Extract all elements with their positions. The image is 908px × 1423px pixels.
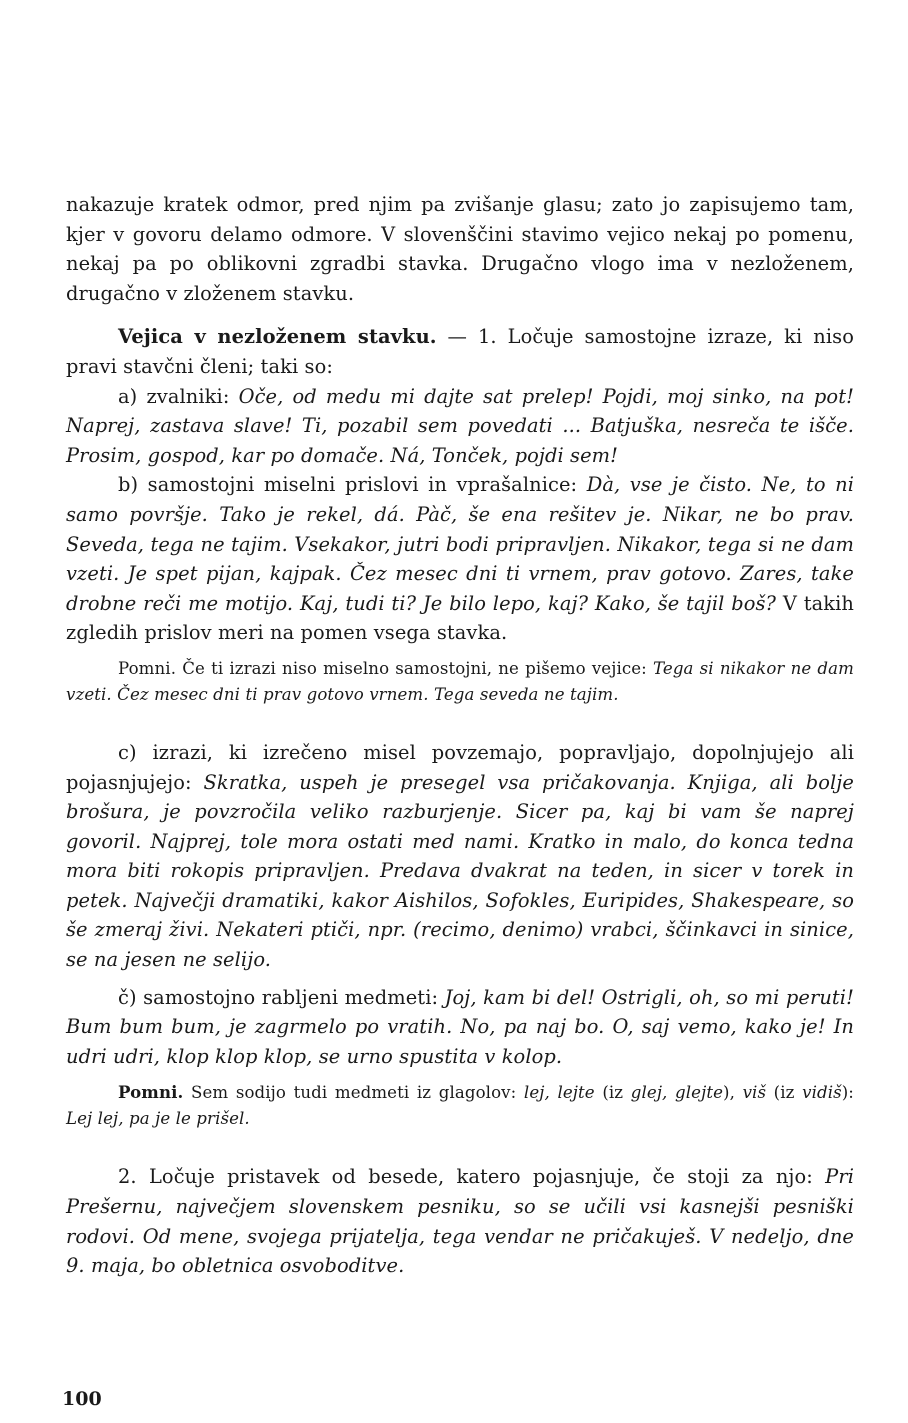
item-b-adverbs [66, 470, 854, 648]
note-2-example: glej, glejte [630, 1083, 724, 1103]
note-1-examples: Tega si nikakor ne dam vzeti. Čez mesec dni ti prav gotovo vrnem. Tega seveda ne tajim. [66, 658, 854, 704]
note-1 [66, 656, 854, 708]
rule-2-apposition [66, 1162, 854, 1280]
item-ch-interjections [66, 983, 854, 1072]
rule-1-text: — 1. Ločuje samostojne izraze, ki niso pravi stavčni členi; taki so: [66, 325, 854, 378]
note-2-example: vidiš [802, 1083, 842, 1103]
item-a-examples: Oče, od medu mi dajte sat prelep! Pojdi, moj sinko, na pot! Naprej, zastava slave! Ti, pozabil sem povedati ... Batjuška, nesreča te išče. Prosim, gospod, kar po domače. Ná, Tonček, pojdi sem! [66, 384, 854, 467]
item-b-note: V takih zgledih prislov meri na pomen vsega stavka. [66, 591, 854, 645]
note-2-text: (iz [594, 1083, 631, 1103]
note-2-label: Pomni. [118, 1082, 184, 1103]
item-c-expressions [66, 738, 854, 975]
item-c-label: c) izrazi, ki izrečeno misel povzemajo, popravljajo, dopolnjujejo ali pojasnjujejo: [66, 740, 854, 794]
note-2-text: Sem sodijo tudi medmeti iz glagolov: [183, 1083, 524, 1103]
rule-2-text: 2. Ločuje pristavek od besede, katero pojasnjuje, če stoji za njo: [118, 1165, 826, 1189]
page-body [66, 190, 854, 1281]
note-2-example: viš [742, 1083, 767, 1103]
item-a-label: a) zvalniki: [118, 384, 239, 408]
item-b-examples: Dà, vse je čisto. Ne, to ni samo površje. Tako je rekel, dá. Pàč, še ena rešitev je. Nikar, ne bo prav. Seveda, tega ne tajim. Vsekakor, jutri bodi pripravljen. Nikakor, tega si ne dam vzeti. Je spet pijan, kajpak. Čez mesec dni ti vrnem, prav gotovo. Zares, take drobne reči me motijo. Kaj, tudi ti? Je bilo lepo, kaj? Kako, še tajil boš? [66, 473, 854, 615]
section-heading-paragraph [66, 322, 854, 381]
item-ch-label: č) samostojno rabljeni medmeti: [118, 985, 445, 1009]
item-a-vocatives [66, 382, 854, 471]
note-2-example: lej, lejte [523, 1083, 595, 1103]
item-c-examples: Skratka, uspeh je presegel vsa pričakovanja. Knjiga, ali bolje brošura, je povzročila veliko razburjenje. Sicer pa, kaj bi vam še naprej govoril. Najprej, tole mora ostati med nami. Kratko in malo, do konca tedna mora biti rokopis pripravljen. Predava dvakrat na teden, in sicer v torek in petek. Največji dramatiki, kakor Aishilos, Sofokles, Euripides, Shakespeare, so še zmeraj živi. Nekateri ptiči, npr. (recimo, denimo) vrabci, ščinkavci in sinice, se na jesen ne selijo. [66, 770, 854, 972]
page-number: 100 [62, 1388, 102, 1410]
note-2-text: ): [841, 1083, 854, 1103]
note-2-text: (iz [766, 1083, 803, 1103]
note-2 [66, 1079, 854, 1132]
note-2-example: Lej lej, pa je le prišel. [66, 1109, 250, 1129]
item-ch-examples: Joj, kam bi del! Ostrigli, oh, so mi peruti! Bum bum bum, je zagrmelo po vratih. No, pa naj bo. O, saj vemo, kako je! In udri udri, klop klop klop, se urno spustita v kolop. [66, 985, 854, 1068]
rule-2-examples: Pri Prešernu, največjem slovenskem pesniku, so se učili vsi kasnejši pesniški rodovi. Od mene, svojega prijatelja, tega vendar ne pričakuješ. V nedeljo, dne 9. maja, bo obletnica osvoboditve. [66, 1165, 854, 1278]
note-2-text: ), [723, 1083, 743, 1103]
intro-paragraph [66, 190, 854, 308]
note-1-text: Pomni. Če ti izrazi niso miselno samostojni, ne pišemo vejice: [118, 658, 654, 678]
paragraph-text: nakazuje kratek odmor, pred njim pa zvišanje glasu; zato jo zapisujemo tam, kjer v govoru delamo odmore. V slovenščini stavimo vejico nekaj po pomenu, nekaj pa po oblikovni zgradbi stavka. Drugačno vlogo ima v nezloženem, drugačno v zloženem stavku. [66, 193, 854, 305]
section-heading: Vejica v nezloženem stavku. [118, 325, 437, 349]
item-b-label: b) samostojni miselni prislovi in vprašalnice: [118, 473, 587, 497]
